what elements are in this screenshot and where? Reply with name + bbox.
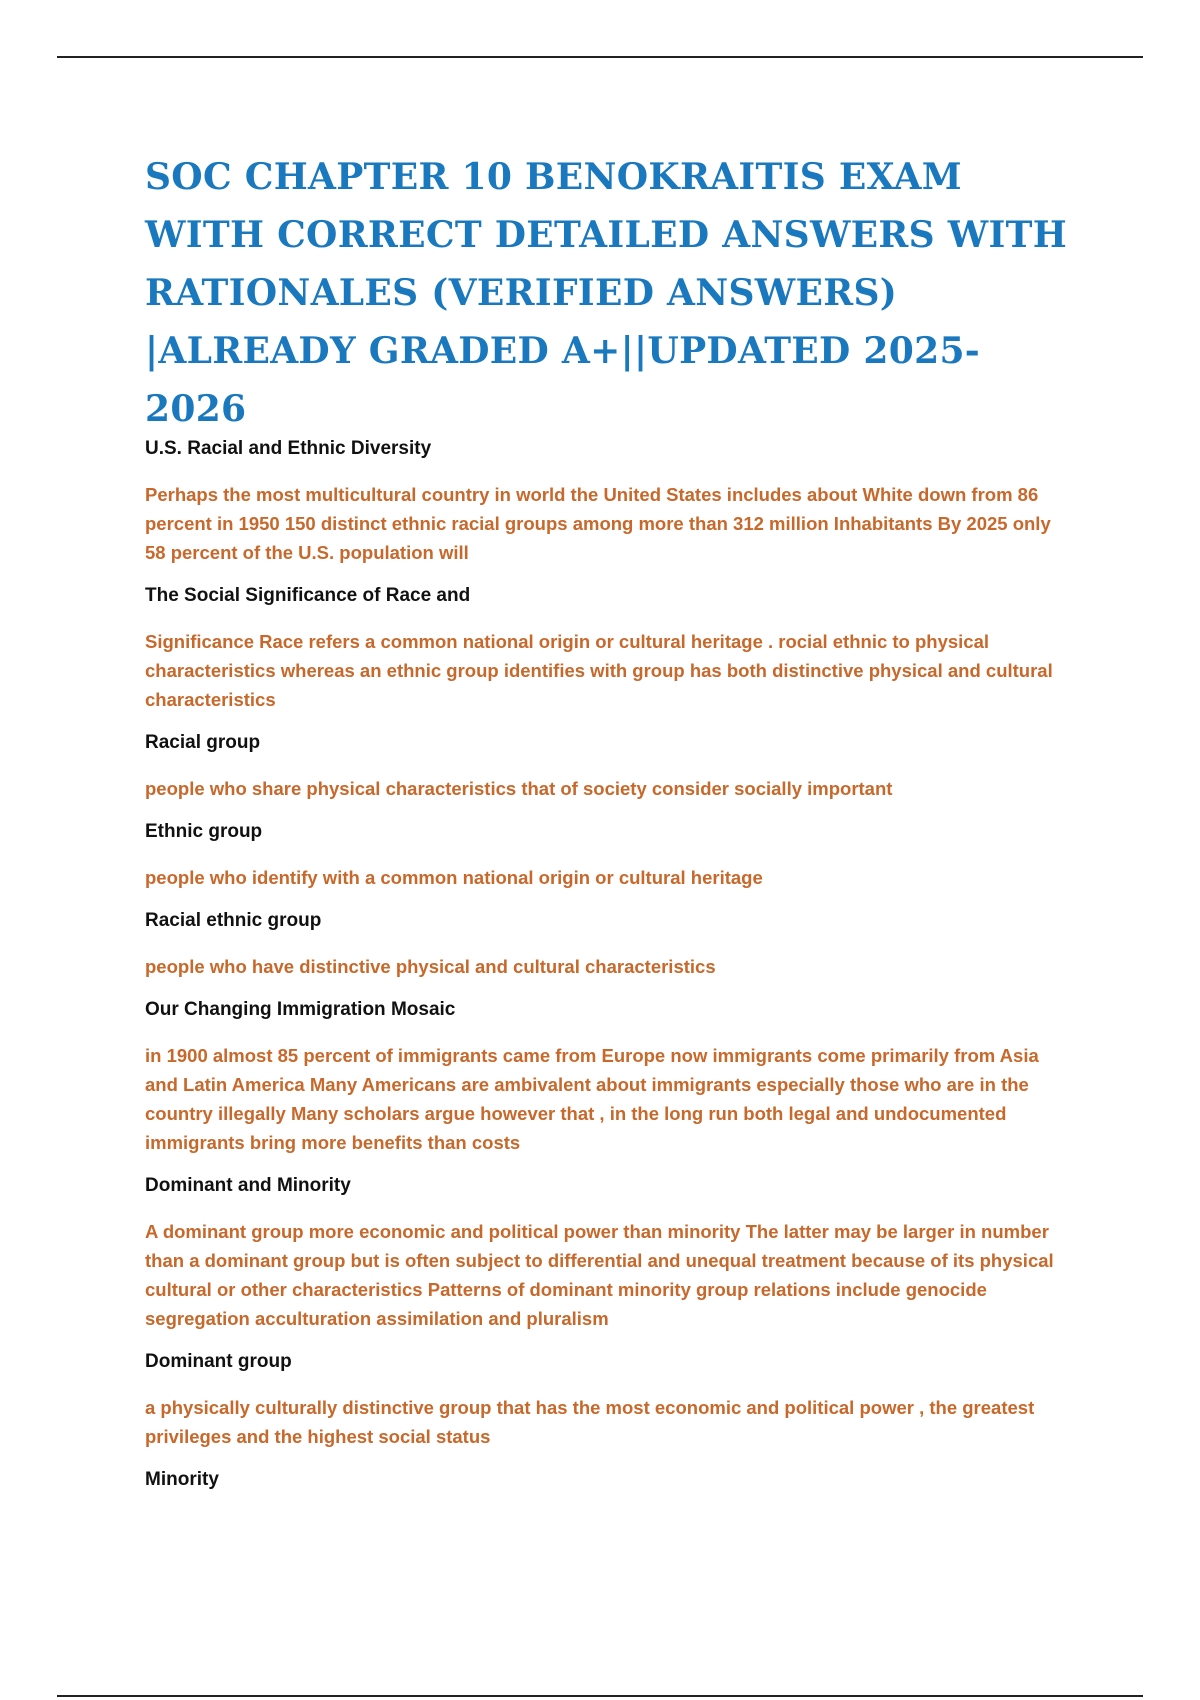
top-rule: [57, 56, 1143, 58]
entry-term: Racial group: [145, 732, 261, 753]
document-title: SOC CHAPTER 10 BENOKRAITIS EXAM WITH CORRECT DETAILED ANSWERS WITH RATIONALES (VERIFIED ANSWERS) |ALREADY GRADED A+||UPDATED 2025-2026: [145, 156, 1068, 430]
entry-social-significance-of-race: [145, 582, 1065, 714]
entry-term: Our Changing Immigration Mosaic: [145, 999, 456, 1020]
entry-term: Ethnic group: [145, 821, 263, 842]
entry-term: Dominant and Minority: [145, 1175, 351, 1196]
entry-dominant-and-minority: [145, 1172, 1065, 1333]
entry-answer: in 1900 almost 85 percent of immigrants came from Europe now immigrants come primarily from Asia and Latin America Many Americans are ambivalent about immigrants especially those who are in the country illegally Many scholars argue however that , in the long run both legal and undocumented immigrants bring more benefits than costs: [145, 1045, 1039, 1153]
bottom-rule: [57, 1695, 1143, 1697]
entry-answer: Perhaps the most multicultural country in world the United States includes about White down from 86 percent in 1950 150 distinct ethnic racial groups among more than 312 million Inhabitants By 2025 only 58 percent of the U.S. population will: [145, 484, 1051, 563]
entry-changing-immigration-mosaic: [145, 996, 1065, 1157]
entry-dominant-group: [145, 1348, 1065, 1451]
entry-racial-group: [145, 729, 1065, 803]
flashcard-list: [145, 435, 1065, 1511]
entry-answer: A dominant group more economic and political power than minority The latter may be larger in number than a dominant group but is often subject to differential and unequal treatment because of its physical cultural or other characteristics Patterns of dominant minority group relations include genocide segregation acculturation assimilation and pluralism: [145, 1221, 1054, 1329]
entry-term: Dominant group: [145, 1351, 292, 1372]
entry-ethnic-group: [145, 818, 1065, 892]
entry-us-racial-ethnic-diversity: [145, 435, 1065, 567]
entry-minority: [145, 1466, 1065, 1494]
entry-term: U.S. Racial and Ethnic Diversity: [145, 438, 432, 459]
entry-answer: a physically culturally distinctive group that has the most economic and political power , the greatest privileges and the highest social status: [145, 1397, 1035, 1447]
entry-term: The Social Significance of Race and: [145, 585, 471, 606]
entry-term: Racial ethnic group: [145, 910, 322, 931]
entry-answer: people who share physical characteristics that of society consider socially important: [145, 778, 893, 799]
entry-answer: people who have distinctive physical and cultural characteristics: [145, 956, 716, 977]
entry-racial-ethnic-group: [145, 907, 1065, 981]
entry-term: Minority: [145, 1469, 219, 1490]
entry-answer: people who identify with a common national origin or cultural heritage: [145, 867, 763, 888]
entry-answer: Significance Race refers a common national origin or cultural heritage . rocial ethnic to physical characteristics whereas an ethnic group identifies with group has both distinctive physical and cultural characteristics: [145, 631, 1053, 710]
